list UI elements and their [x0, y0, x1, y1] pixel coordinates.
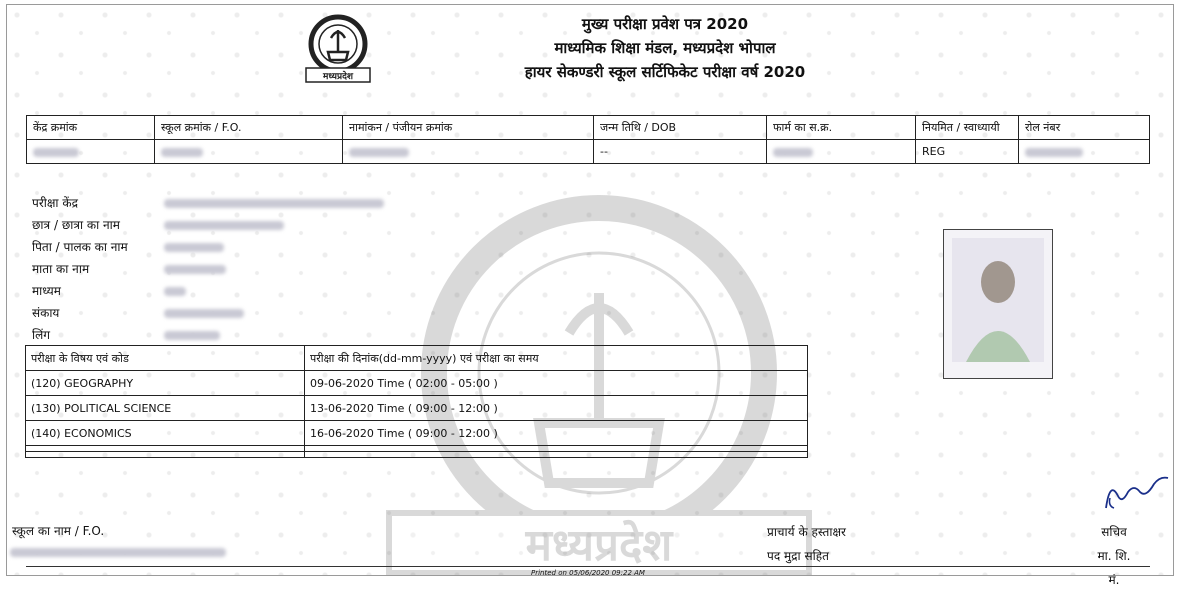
principal-seal-label: पद मुद्रा सहित: [767, 549, 829, 563]
secretary-board: मा. शि. मं.: [1097, 549, 1131, 587]
redacted-value: [10, 548, 226, 557]
watermark-text: मध्यप्रदेश: [525, 520, 673, 571]
info-value-row: [27, 140, 1150, 164]
header-center-code: केंद्र क्रमांक: [27, 116, 155, 140]
date-time-cell: 16-06-2020 Time ( 09:00 - 12:00 ): [305, 421, 808, 446]
candidate-info-table: [26, 115, 1150, 164]
schedule-header-date: परीक्षा की दिनांक(dd-mm-yyyy) एवं परीक्षा का समय: [305, 346, 808, 371]
label-student-name: छात्र / छात्रा का नाम: [32, 218, 120, 232]
redacted-value: [1025, 148, 1083, 157]
detail-row-father-name: [32, 236, 372, 258]
exam-schedule-table: [25, 345, 808, 458]
redacted-value: [164, 243, 224, 252]
principal-signature-block: [767, 520, 846, 568]
printed-on-footer: Printed on 05/06/2020 09:22 AM: [26, 566, 1150, 579]
detail-row-faculty: [32, 302, 372, 324]
school-name-value: [10, 542, 226, 561]
board-logo: [300, 14, 376, 84]
secretary-title: सचिव: [1101, 525, 1127, 539]
info-header-row: [27, 116, 1150, 140]
redacted-value: [164, 309, 244, 318]
detail-row-exam-center: [32, 192, 372, 214]
header-roll-no: रोल नंबर: [1019, 116, 1150, 140]
value-form-no: [767, 140, 916, 164]
schedule-header-row: [26, 346, 808, 371]
label-father-name: पिता / पालक का नाम: [32, 240, 128, 254]
redacted-value: [773, 148, 813, 157]
value-regular-private: REG: [916, 140, 1019, 164]
header-form-no: फार्म का स.क्र.: [767, 116, 916, 140]
principal-signature-label: प्राचार्य के हस्ताक्षर: [767, 525, 846, 539]
value-enrollment: [343, 140, 594, 164]
label-gender: लिंग: [32, 328, 51, 342]
redacted-value: [161, 148, 203, 157]
empty-row: [26, 452, 808, 458]
redacted-value: [164, 331, 220, 340]
photo-placeholder: [944, 230, 1052, 378]
label-medium: माध्यम: [32, 284, 61, 298]
redacted-value: [164, 287, 186, 296]
redacted-value: [349, 148, 409, 157]
detail-row-student-name: [32, 214, 372, 236]
date-time-cell: 09-06-2020 Time ( 02:00 - 05:00 ): [305, 371, 808, 396]
detail-row-gender: [32, 324, 372, 346]
secretary-block: [1092, 520, 1136, 592]
date-time-cell: 13-06-2020 Time ( 09:00 - 12:00 ): [305, 396, 808, 421]
header-exam: हायर सेकण्डरी स्कूल सर्टिफिकेट परीक्षा वर्ष 2020: [524, 63, 806, 81]
label-exam-center: परीक्षा केंद्र: [32, 196, 78, 210]
value-school-code: [155, 140, 343, 164]
detail-row-medium: [32, 280, 372, 302]
redacted-value: [33, 148, 79, 157]
table-row: [26, 396, 808, 421]
candidate-details: [32, 192, 372, 346]
header-school-code: स्कूल क्रमांक / F.O.: [155, 116, 343, 140]
schedule-header-subject: परीक्षा के विषय एवं कोड: [26, 346, 305, 371]
value-roll-no: [1019, 140, 1150, 164]
detail-row-mother-name: [32, 258, 372, 280]
value-center-code: [27, 140, 155, 164]
subject-cell: (140) ECONOMICS: [26, 421, 305, 446]
secretary-signature: [1100, 470, 1172, 514]
logo-text: मध्यप्रदेश: [322, 72, 354, 82]
value-dob: --: [594, 140, 767, 164]
table-row: [26, 371, 808, 396]
header-enrollment: नामांकन / पंजीयन क्रमांक: [343, 116, 594, 140]
header-dob: जन्म तिथि / DOB: [594, 116, 767, 140]
header-board: माध्यमिक शिक्षा मंडल, मध्यप्रदेश भोपाल: [554, 39, 776, 57]
table-row: [26, 421, 808, 446]
candidate-photo: [943, 229, 1053, 379]
subject-cell: (120) GEOGRAPHY: [26, 371, 305, 396]
label-mother-name: माता का नाम: [32, 262, 90, 276]
label-faculty: संकाय: [32, 306, 60, 320]
header-title: मुख्य परीक्षा प्रवेश पत्र 2020: [581, 15, 749, 33]
redacted-value: [164, 221, 284, 230]
redacted-value: [164, 199, 384, 208]
header-regular-private: नियमित / स्वाध्यायी: [916, 116, 1019, 140]
school-name-label: स्कूल का नाम / F.O.: [12, 524, 105, 538]
card-header: [430, 12, 900, 84]
subject-cell: (130) POLITICAL SCIENCE: [26, 396, 305, 421]
redacted-value: [164, 265, 226, 274]
